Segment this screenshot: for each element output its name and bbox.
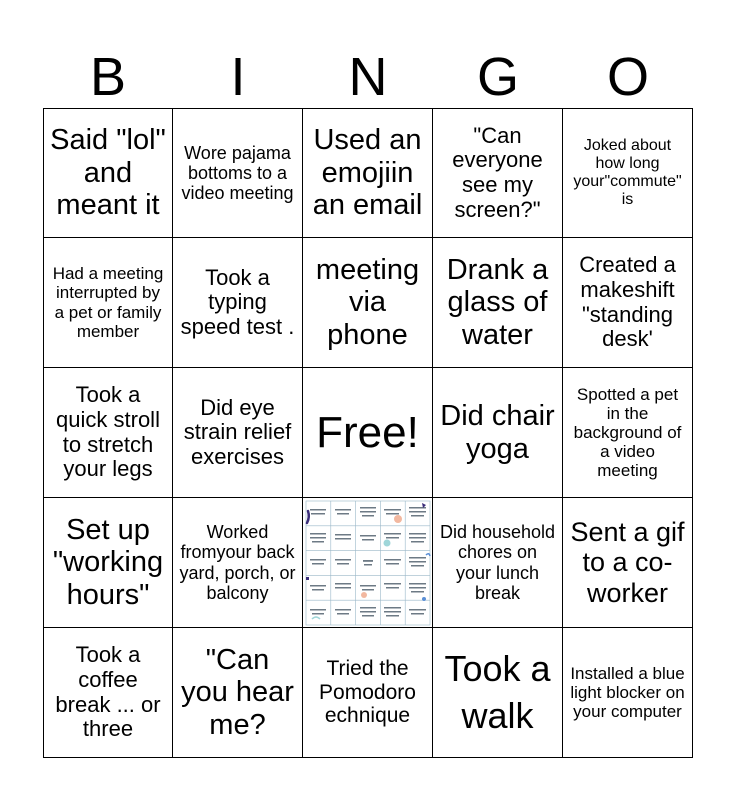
bingo-cell[interactable]: Joked about how long your"commute" is — [563, 108, 693, 238]
bingo-cell[interactable]: Worked fromyour back yard, porch, or balcony — [173, 498, 303, 628]
free-space-cell[interactable]: Free! — [303, 368, 433, 498]
bingo-header — [43, 46, 693, 108]
bingo-cell[interactable]: Said "lol" and meant it — [43, 108, 173, 238]
bingo-cell[interactable]: Took a walk — [433, 628, 563, 758]
bingo-cell[interactable]: Tried the Pomodoro echnique — [303, 628, 433, 758]
bingo-cell[interactable]: Sent a gif to a co-worker — [563, 498, 693, 628]
bingo-cell[interactable]: Had a meeting interrupted by a pet or family member — [43, 238, 173, 368]
header-letter-g: G — [476, 47, 519, 107]
header-letter-n: N — [348, 47, 388, 107]
bingo-card-thumbnail-image — [304, 499, 432, 627]
bingo-cell[interactable]: Took a quick stroll to stretch your legs — [43, 368, 173, 498]
bingo-cell[interactable]: Set up "working hours" — [43, 498, 173, 628]
bingo-cell[interactable]: Installed a blue light blocker on your computer — [563, 628, 693, 758]
bingo-cell[interactable]: meeting via phone — [303, 238, 433, 368]
bingo-cell[interactable]: Took a typing speed test . — [173, 238, 303, 368]
bingo-cell[interactable]: Wore pajama bottoms to a video meeting — [173, 108, 303, 238]
header-letter-b: B — [89, 47, 127, 107]
bingo-cell[interactable]: Took a coffee break ... or three — [43, 628, 173, 758]
bingo-cell[interactable]: Drank a glass of water — [433, 238, 563, 368]
bingo-cell[interactable]: "Can you hear me? — [173, 628, 303, 758]
bingo-cell[interactable]: Did chair yoga — [433, 368, 563, 498]
bingo-cell[interactable]: Did household chores on your lunch break — [433, 498, 563, 628]
header-letter-i: I — [230, 47, 246, 107]
bingo-cell[interactable]: "Can everyone see my screen?" — [433, 108, 563, 238]
image-cell[interactable] — [303, 498, 433, 628]
bingo-cell[interactable]: Used an emojiin an email — [303, 108, 433, 238]
bingo-grid — [43, 108, 693, 758]
bingo-cell[interactable]: Did eye strain relief exercises — [173, 368, 303, 498]
header-letter-o: O — [606, 47, 649, 107]
bingo-cell[interactable]: Created a makeshift "standing desk' — [563, 238, 693, 368]
bingo-cell[interactable]: Spotted a pet in the background of a video meeting — [563, 368, 693, 498]
